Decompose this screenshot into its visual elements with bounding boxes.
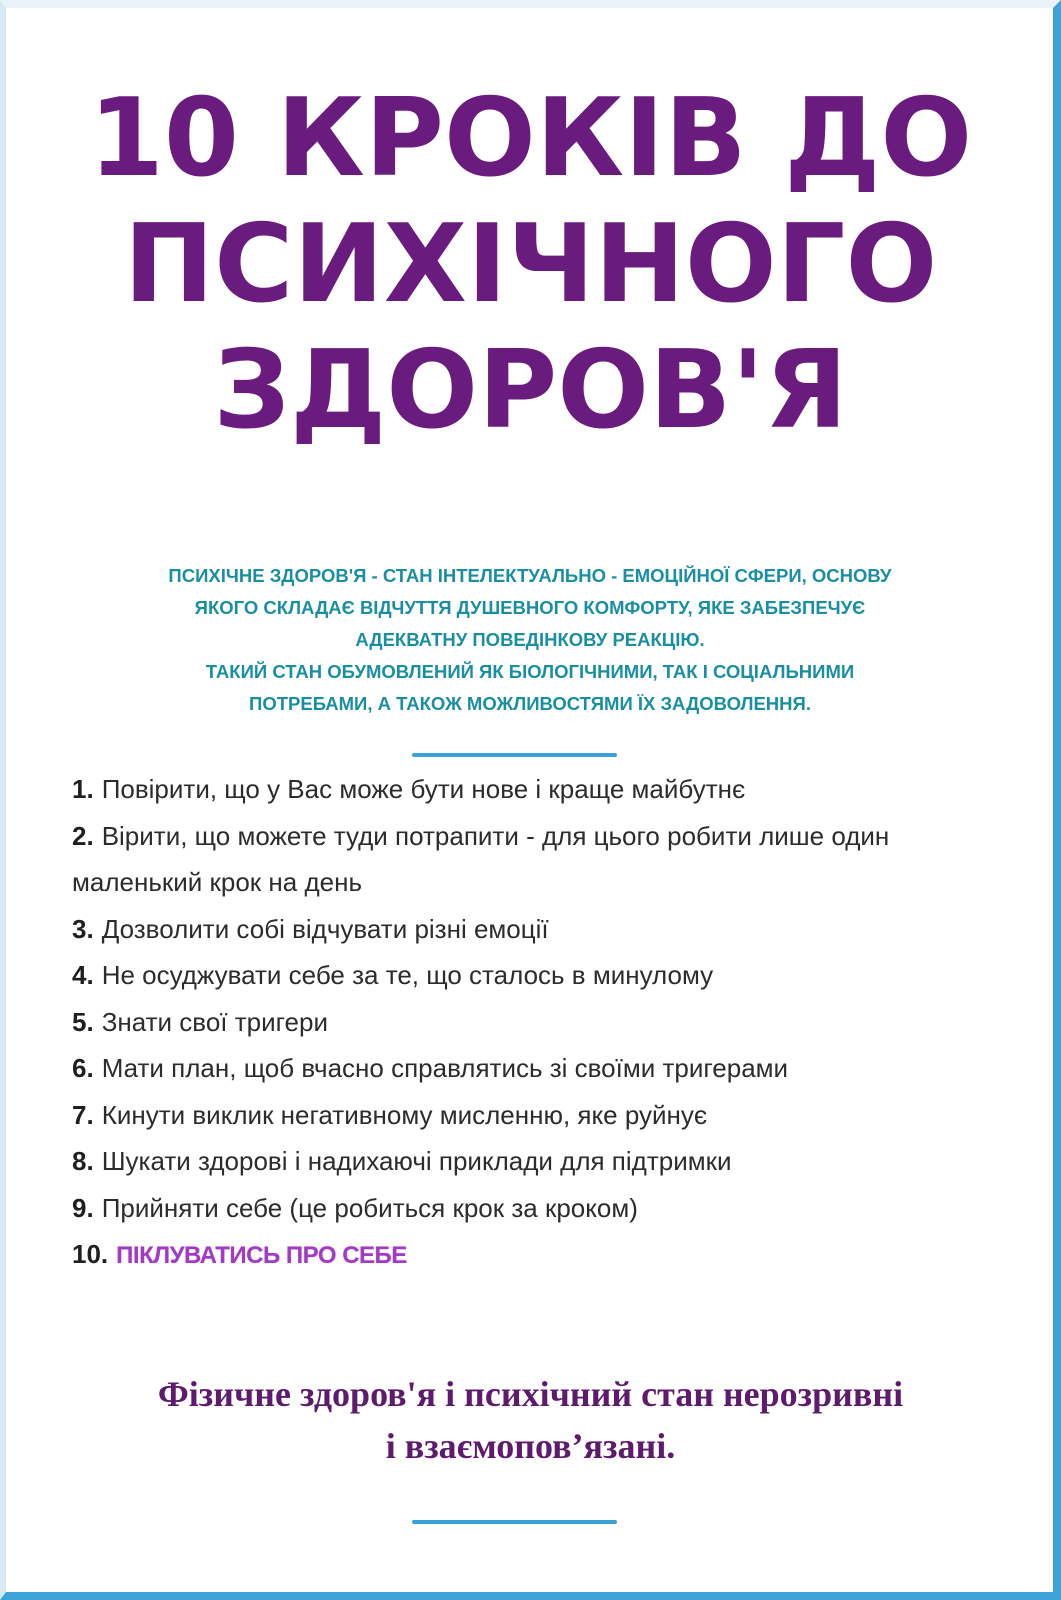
step-item (72, 906, 1002, 953)
step-text: Шукати здорові і надихаючі приклади для підтримки (101, 1146, 732, 1176)
footer-line: і взаємопов’язані. (385, 1426, 676, 1466)
step-item (72, 766, 1002, 813)
step-number: 2. (72, 820, 94, 851)
poster-title (0, 76, 1061, 454)
step-text: Вірити, що можете туди потрапити - для цього робити лише один маленький крок на день (72, 820, 890, 897)
definition-line: ПСИХІЧНЕ ЗДОРОВ'Я - СТАН ІНТЕЛЕКТУАЛЬНО - ЕМОЦІЙНОЇ СФЕРИ, ОСНОВУ (168, 565, 892, 586)
definition-line: ЯКОГО СКЛАДАЄ ВІДЧУТТЯ ДУШЕВНОГО КОМФОРТУ, ЯКЕ ЗАБЕЗПЕЧУЄ (194, 597, 866, 618)
step-item (72, 1138, 1002, 1185)
step-item (72, 813, 1002, 906)
step-item (72, 952, 1002, 999)
step-text-highlight: ПІКЛУВАТИСЬ ПРО СЕБЕ (116, 1242, 407, 1269)
title-line: ЗДОРОВ'Я (213, 328, 848, 453)
step-number: 6. (72, 1053, 94, 1083)
step-item (72, 999, 1002, 1046)
divider-bottom (412, 1520, 617, 1524)
footer-line: Фізичне здоров'я і психічний стан нерозривні (157, 1374, 904, 1414)
step-number: 8. (72, 1146, 94, 1176)
step-number: 1. (72, 774, 94, 804)
step-number: 3. (72, 913, 94, 944)
definition-text (40, 560, 1020, 720)
divider-top (412, 753, 617, 757)
step-text: Не осуджувати себе за те, що сталось в минулому (101, 960, 714, 990)
step-number: 9. (72, 1192, 94, 1223)
definition-line: ТАКИЙ СТАН ОБУМОВЛЕНИЙ ЯК БІОЛОГІЧНИМИ, ТАК І СОЦІАЛЬНИМИ (205, 661, 855, 682)
step-text: Мати план, щоб вчасно справлятись зі своїми тригерами (101, 1053, 789, 1083)
step-number: 7. (72, 1099, 94, 1130)
step-number: 5. (72, 1006, 94, 1037)
step-item (72, 1092, 1002, 1139)
step-number: 10. (72, 1239, 109, 1269)
step-text: Прийняти себе (це робиться крок за кроком) (101, 1192, 638, 1223)
definition-line: АДЕКВАТНУ ПОВЕДІНКОВУ РЕАКЦІЮ. (355, 629, 705, 650)
steps-list (72, 766, 1002, 1280)
step-text: Кинути виклик негативному мисленню, яке руйнує (101, 1099, 708, 1130)
step-item-highlight (72, 1231, 1002, 1280)
step-text: Повірити, що у Вас може бути нове і краще майбутнє (101, 774, 746, 804)
title-line: ПСИХІЧНОГО (123, 202, 938, 327)
step-item (72, 1185, 1002, 1232)
definition-line: ПОТРЕБАМИ, А ТАКОЖ МОЖЛИВОСТЯМИ ЇХ ЗАДОВОЛЕННЯ. (249, 693, 811, 714)
step-text: Знати свої тригери (101, 1006, 328, 1037)
title-line: 10 КРОКІВ ДО (88, 76, 973, 201)
footer-statement (0, 1368, 1061, 1472)
step-number: 4. (72, 960, 94, 990)
step-text: Дозволити собі відчувати різні емоції (101, 913, 549, 944)
step-item (72, 1045, 1002, 1092)
